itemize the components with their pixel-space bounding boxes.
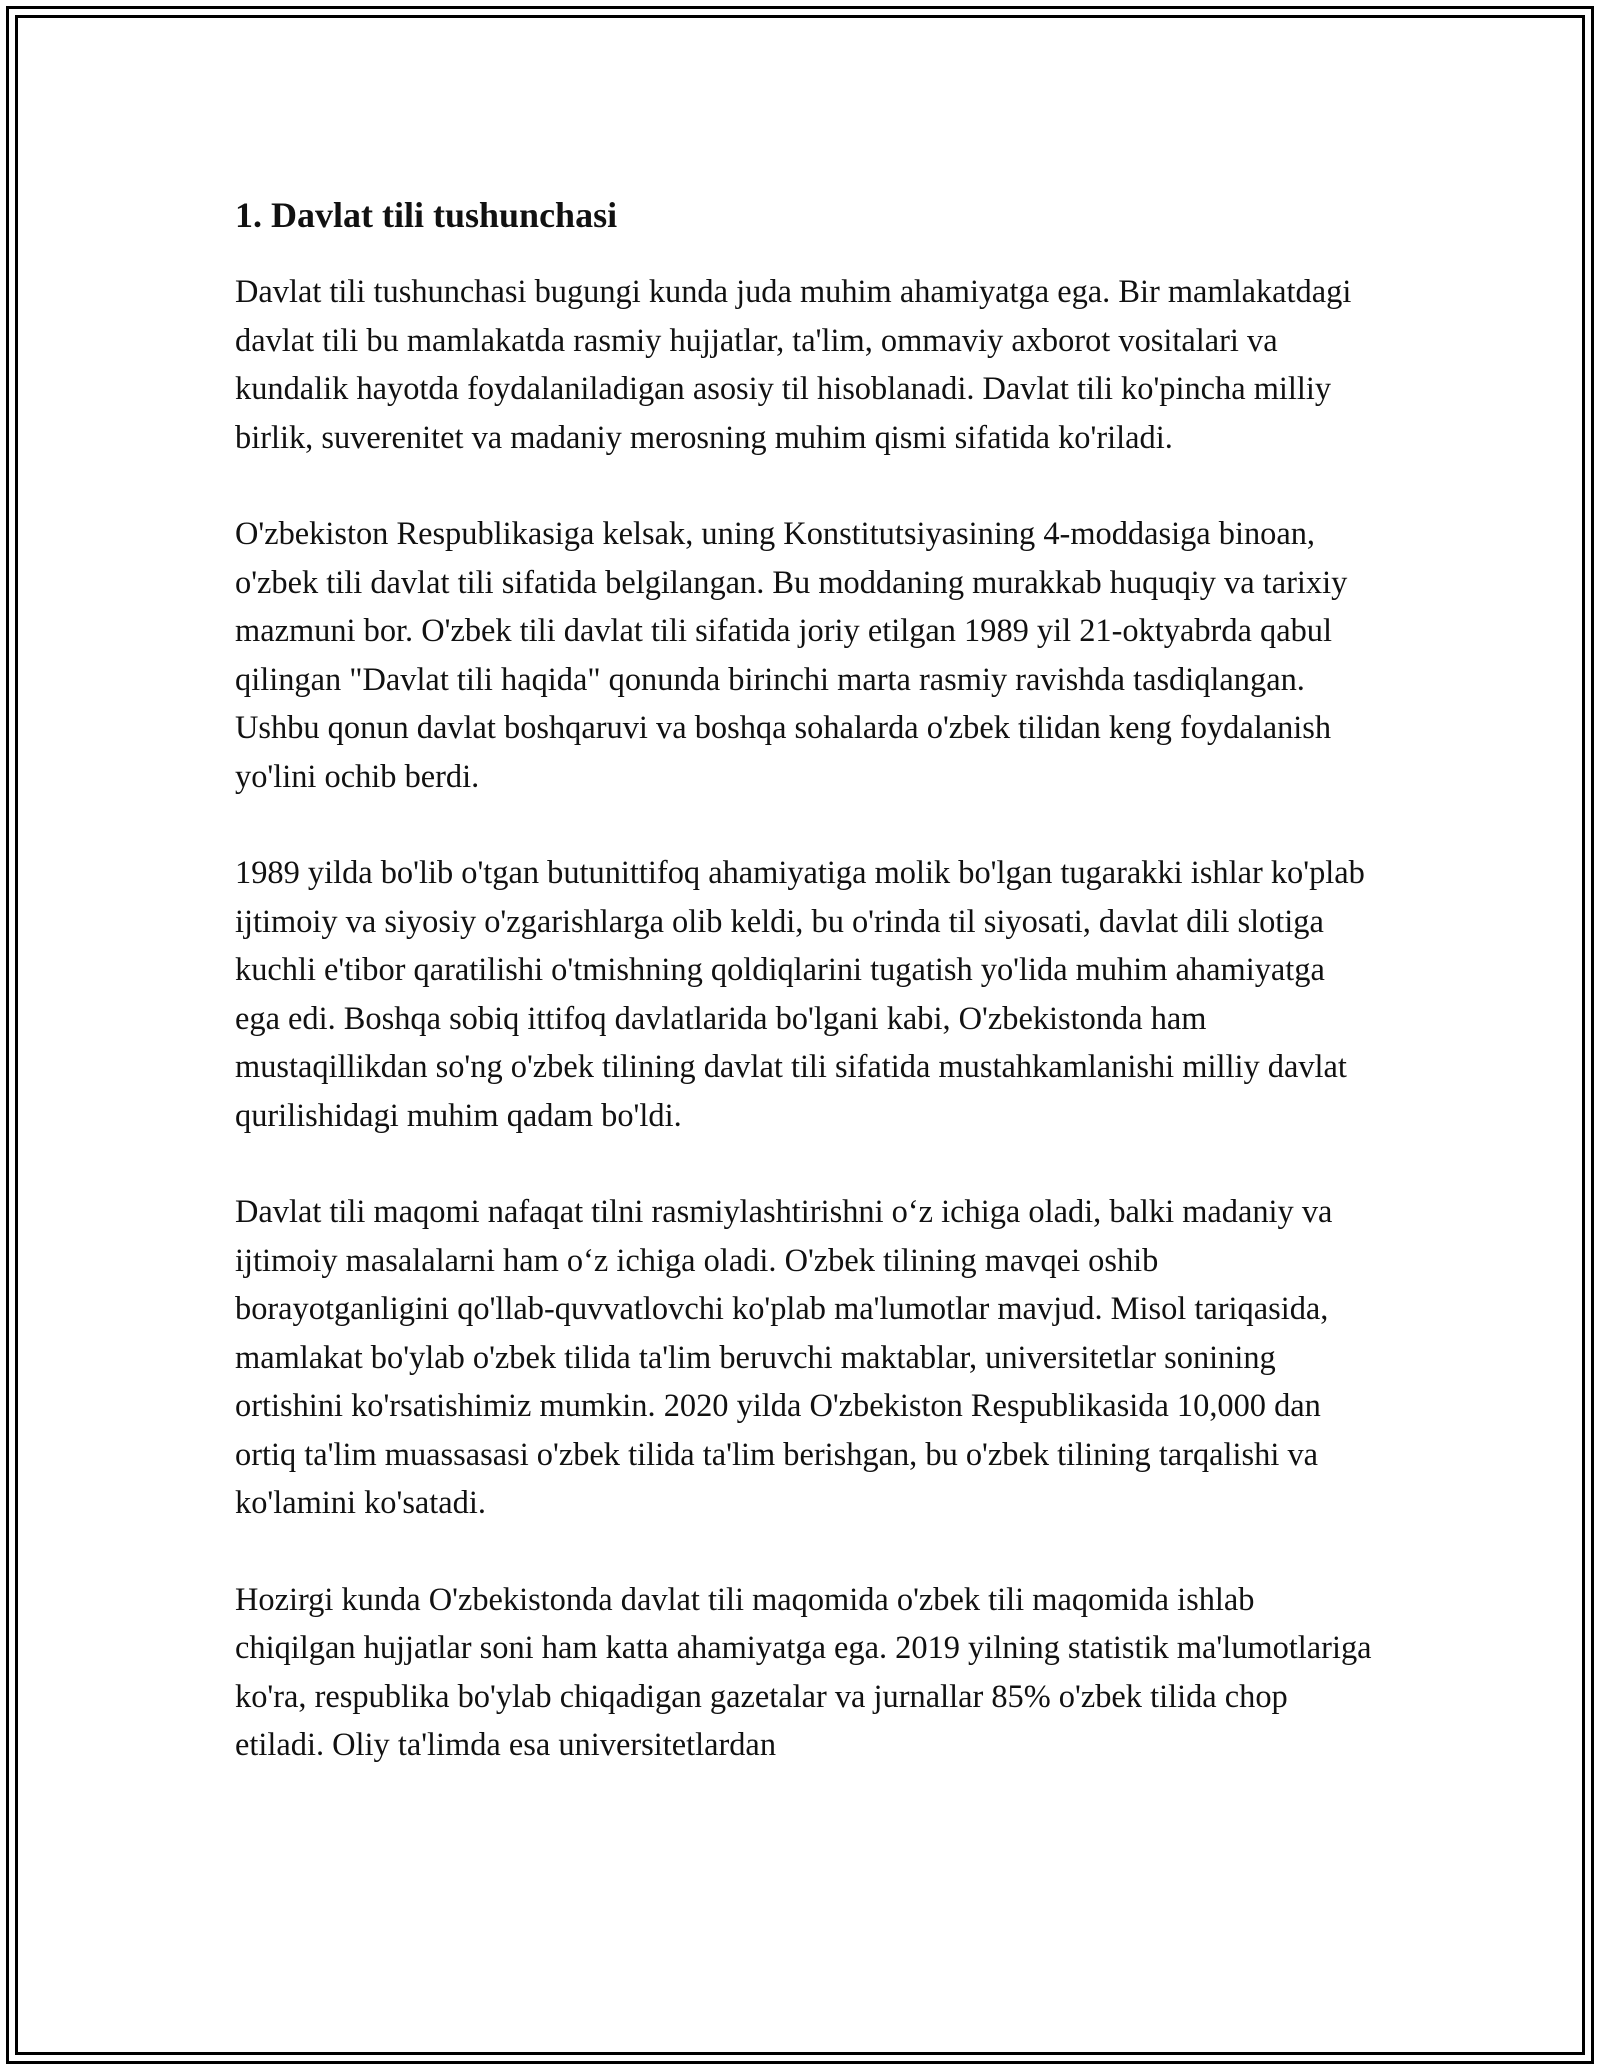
paragraph-5: Hozirgi kunda O'zbekistonda davlat tili maqomida o'zbek tili maqomida ishlab chiqilgan hujjatlar soni ham katta ahamiyatga ega. 2019 yilning statistik ma'lumotlariga ko'ra, respublika bo'ylab chiqadigan gazetalar va jurnallar 85% o'zbek tilida chop etiladi. Oliy ta'limda esa universitetlardan xyxy=(235,1581,1372,1763)
paragraph-4: Davlat tili maqomi nafaqat tilni rasmiylashtirishni o‘z ichiga oladi, balki madaniy va ijtimoiy masalalarni ham o‘z ichiga oladi. O'zbek tilining mavqei oshib borayotganligini qo'llab-quvvatlovchi ko'plab ma'lumotlar mavjud. Misol tariqasida, mamlakat bo'ylab o'zbek tilida ta'lim beruvchi maktablar, universitetlar sonining ortishini ko'rsatishimiz mumkin. 2020 yilda O'zbekiston Respublikasida 10,000 dan ortiq ta'lim muassasasi o'zbek tilida ta'lim berishgan, bu o'zbek tilining tarqalishi va ko'lamini ko'satadi. xyxy=(235,1194,1333,1521)
paragraph-1: Davlat tili tushunchasi bugungi kunda juda muhim ahamiyatga ega. Bir mamlakatdagi davlat tili bu mamlakatda rasmiy hujjatlar, ta'lim, ommaviy axborot vositalari va kundalik hayotda foydalaniladigan asosiy til hisoblanadi. Davlat tili ko'pincha milliy birlik, suverenitet va madaniy merosning muhim qismi sifatida ko'riladi. xyxy=(235,274,1352,456)
paragraph-3: 1989 yilda bo'lib o'tgan butunittifoq ahamiyatiga molik bo'lgan tugarakki ishlar ko'plab ijtimoiy va siyosiy o'zgarishlarga olib keldi, bu o'rinda til siyosati, davlat dili slotiga kuchli e'tibor qaratilishi o'tmishning qoldiqlarini tugatish yo'lida muhim ahamiyatga ega edi. Boshqa sobiq ittifoq davlatlarida bo'lgani kabi, O'zbekistonda ham mustaqillikdan so'ng o'zbek tilining davlat tili sifatida mustahkamlanishi milliy davlat qurilishidagi muhim qadam bo'ldi. xyxy=(235,855,1365,1134)
paragraph-2: O'zbekiston Respublikasiga kelsak, uning Konstitutsiyasining 4-moddasiga binoan, o'zbek tili davlat tili sifatida belgilangan. Bu moddaning murakkab huquqiy va tarixiy mazmuni bor. O'zbek tili davlat tili sifatida joriy etilgan 1989 yil 21-oktyabrda qabul qilingan "Davlat tili haqida" qonunda birinchi marta rasmiy ravishda tasdiqlangan. Ushbu qonun davlat boshqaruvi va boshqa sohalarda o'zbek tilidan keng foydalanish yo'lini ochib berdi. xyxy=(235,516,1348,795)
document-body xyxy=(235,190,1375,1818)
section-heading: 1. Davlat tili tushunchasi xyxy=(235,195,618,235)
